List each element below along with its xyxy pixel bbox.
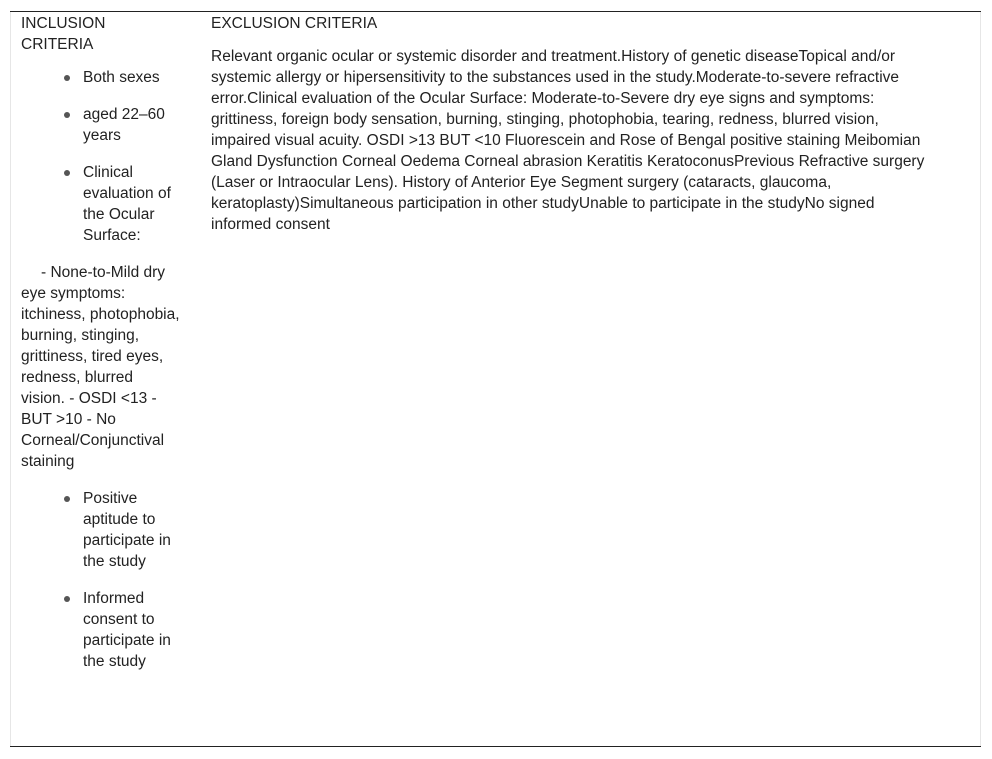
list-spacer: [21, 88, 181, 104]
table-top-rule: [10, 11, 981, 12]
bullet-icon: [64, 112, 70, 118]
table-right-edge: [980, 12, 981, 746]
list-item: [21, 588, 181, 672]
list-item-text: aged 22–60 years: [83, 106, 165, 144]
list-spacer: [21, 146, 181, 162]
inclusion-header: INCLUSION CRITERIA: [21, 15, 106, 53]
exclusion-header: EXCLUSION CRITERIA: [211, 15, 378, 32]
inclusion-column: [21, 13, 181, 672]
list-item: [21, 67, 181, 88]
bullet-icon: [64, 170, 70, 176]
list-item-text: Clinical evaluation of the Ocular Surface:: [83, 164, 171, 244]
bullet-icon: [64, 75, 70, 81]
exclusion-column: [211, 13, 931, 235]
list-item: [21, 162, 181, 246]
inclusion-list-b: [21, 488, 181, 672]
exclusion-text: Relevant organic ocular or systemic disorder and treatment.History of genetic diseaseTopical and/or systemic allergy or hipersensitivity to the substances used in the study.Moderate-to-severe refractive error.Clinical evaluation of the Ocular Surface: Moderate-to-Severe dry eye signs and symptoms: grittiness, foreign body sensation, burning, stinging, photophobia, tearing, redness, blurred vision, impaired visual acuity. OSDI >13 BUT <10 Fluorescein and Rose of Bengal positive staining Meibomian Gland Dysfunction Corneal Oedema Corneal abrasion Keratitis KeratoconusPrevious Refractive surgery (Laser or Intraocular Lens). History of Anterior Eye Segment surgery (cataracts, glaucoma, keratoplasty)Simultaneous participation in other studyUnable to participate in the studyNo signed informed consent: [211, 48, 925, 233]
bullet-icon: [64, 596, 70, 602]
list-item-text: Informed consent to participate in the study: [83, 590, 171, 670]
list-spacer: [21, 572, 181, 588]
table-left-edge: [10, 12, 11, 746]
inclusion-list-a: [21, 67, 181, 246]
bullet-icon: [64, 496, 70, 502]
inclusion-paragraph: - None-to-Mild dry eye symptoms: itchiness, photophobia, burning, stinging, grittiness, tired eyes, redness, blurred vision. - OSDI <13 - BUT >10 - No Corneal/Conjunctival staining: [21, 264, 180, 470]
list-item: [21, 488, 181, 572]
list-item-text: Positive aptitude to participate in the study: [83, 490, 171, 570]
list-item: [21, 104, 181, 146]
table-bottom-rule: [10, 746, 981, 747]
list-item-text: Both sexes: [83, 69, 160, 86]
